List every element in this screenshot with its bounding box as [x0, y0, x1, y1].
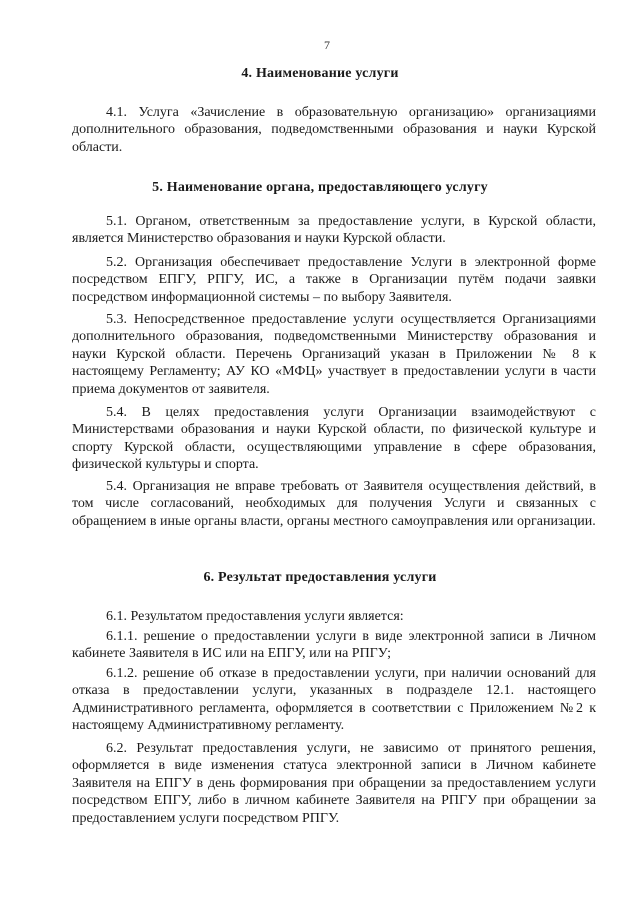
- paragraph-5-4-second: 5.4. Организация не вправе требовать от Заявителя осуществления действий, в том числе согласований, необходимых для получения Услуги и связанных с обращением в иные органы власти, органы местного самоуправления или организации.: [72, 479, 596, 529]
- page-number: 7: [324, 38, 330, 52]
- paragraph-5-3: 5.3. Непосредственное предоставление услуги осуществляется Организациями дополнительного образования, подведомственными Министерству образования и науки Курской области. Перечень Организаций указан в Приложении № 8 к настоящему Регламенту; АУ КО «МФЦ» участвует в предоставлении услуги в части приема документов от заявителя.: [72, 312, 596, 397]
- section-6-title: 6. Результат предоставления услуги: [203, 570, 437, 585]
- paragraph-4-1: 4.1. Услуга «Зачисление в образовательную организацию» организациями дополнительного образования, подведомственными образования и науки Курской области.: [72, 105, 596, 155]
- paragraph-6-1: 6.1. Результатом предоставления услуги является:: [106, 609, 404, 624]
- paragraph-5-1: 5.1. Органом, ответственным за предоставление услуги, в Курской области, является Министерство образования и науки Курской области.: [72, 214, 596, 247]
- paragraph-5-2: 5.2. Организация обеспечивает предоставление Услуги в электронной форме посредством ЕПГУ, РПГУ, ИС, а также в Организации путём подачи заявки посредством информационной системы – по выбору Заявителя.: [72, 255, 596, 305]
- section-4-title: 4. Наименование услуги: [241, 66, 399, 81]
- section-5-title: 5. Наименование органа, предоставляющего услугу: [152, 180, 488, 195]
- paragraph-6-1-2: 6.1.2. решение об отказе в предоставлении услуги, при наличии оснований для отказа в предоставлении услуги, указанных в подразделе 12.1. настоящего Административного регламента, оформляется в соответствии с Приложением №2 к настоящему Административному регламенту.: [72, 666, 596, 734]
- paragraph-5-4: 5.4. В целях предоставления услуги Организации взаимодействуют с Министерствами образования и науки Курской области, по физической культуре и спорту Курской области, осуществляющими управление в сфере образования, физической культуры и спорта.: [72, 405, 596, 473]
- paragraph-6-2: 6.2. Результат предоставления услуги, не зависимо от принятого решения, оформляется в виде изменения статуса электронной записи в Личном кабинете Заявителя на ЕПГУ в день формирования при обращении за предоставлением услуги посредством ЕПГУ, либо в личном кабинете Заявителя на РПГУ при обращении за предоставлением услуги посредством РПГУ.: [72, 741, 596, 826]
- paragraph-6-1-1: 6.1.1. решение о предоставлении услуги в виде электронной записи в Личном кабинете Заявителя в ИС или на ЕПГУ, или на РПГУ;: [72, 629, 596, 662]
